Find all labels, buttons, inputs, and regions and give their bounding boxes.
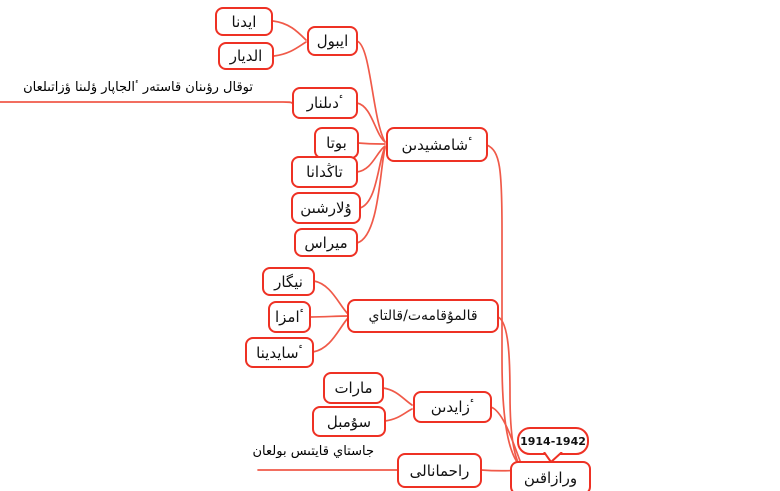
- note-line-dilnar: [0, 102, 292, 103]
- node-aibol[interactable]: ايبول: [307, 26, 358, 56]
- note-rakhmanaly: جاستاي قايتىس بولعان: [252, 444, 374, 459]
- node-saidina[interactable]: ٴسايدينا: [245, 337, 314, 368]
- connector-bota-shamshidin: [358, 143, 385, 144]
- node-miras[interactable]: ميراس: [294, 228, 358, 257]
- connector-marat-zaidin: [383, 388, 412, 405]
- node-tangdana[interactable]: تاڭدانا: [291, 156, 358, 188]
- node-aydna[interactable]: ايدنا: [215, 7, 273, 36]
- connector-dilnar-shamshidin: [357, 103, 385, 142]
- node-dilnar[interactable]: ٴدىلنار: [292, 87, 358, 119]
- node-zaidin[interactable]: ٴزايدىن: [413, 391, 492, 423]
- node-qaltai[interactable]: قالمۇقامەت/قالتاي: [347, 299, 499, 333]
- note-dilnar: توقال رؤىنان قاستەر ٴالجاپار ؤلىنا ؤزاتىلعان: [23, 80, 253, 95]
- node-amza[interactable]: ٴامزا: [268, 301, 311, 333]
- node-ularshyn[interactable]: ۇلارشىن: [291, 192, 361, 224]
- node-shamshidin[interactable]: ٴشامشيدىن: [386, 127, 488, 162]
- lifespan-callout-pointer-icon: [541, 452, 567, 465]
- connector-nigar-qaltai: [314, 281, 348, 314]
- node-nigar[interactable]: نيگار: [262, 267, 315, 296]
- connector-aibol-shamshidin: [357, 41, 385, 142]
- node-bota[interactable]: بوتا: [314, 127, 359, 159]
- connector-aldiyar-aibol: [274, 42, 306, 56]
- connector-aydna-aibol: [273, 21, 306, 40]
- node-aldiyar[interactable]: الديار: [218, 42, 274, 70]
- node-sumbil[interactable]: سۇمبل: [312, 406, 386, 437]
- connector-sumbil-zaidin: [385, 409, 412, 421]
- connector-saidina-qaltai: [313, 318, 348, 352]
- node-marat[interactable]: مارات: [323, 372, 384, 404]
- node-orazaqyn[interactable]: ورازاقىن: [510, 461, 591, 491]
- lifespan-callout[interactable]: 1914-1942: [517, 427, 589, 455]
- node-rakhmanaly[interactable]: راحمانالى: [397, 453, 482, 488]
- connector-amza-qaltai: [310, 316, 348, 317]
